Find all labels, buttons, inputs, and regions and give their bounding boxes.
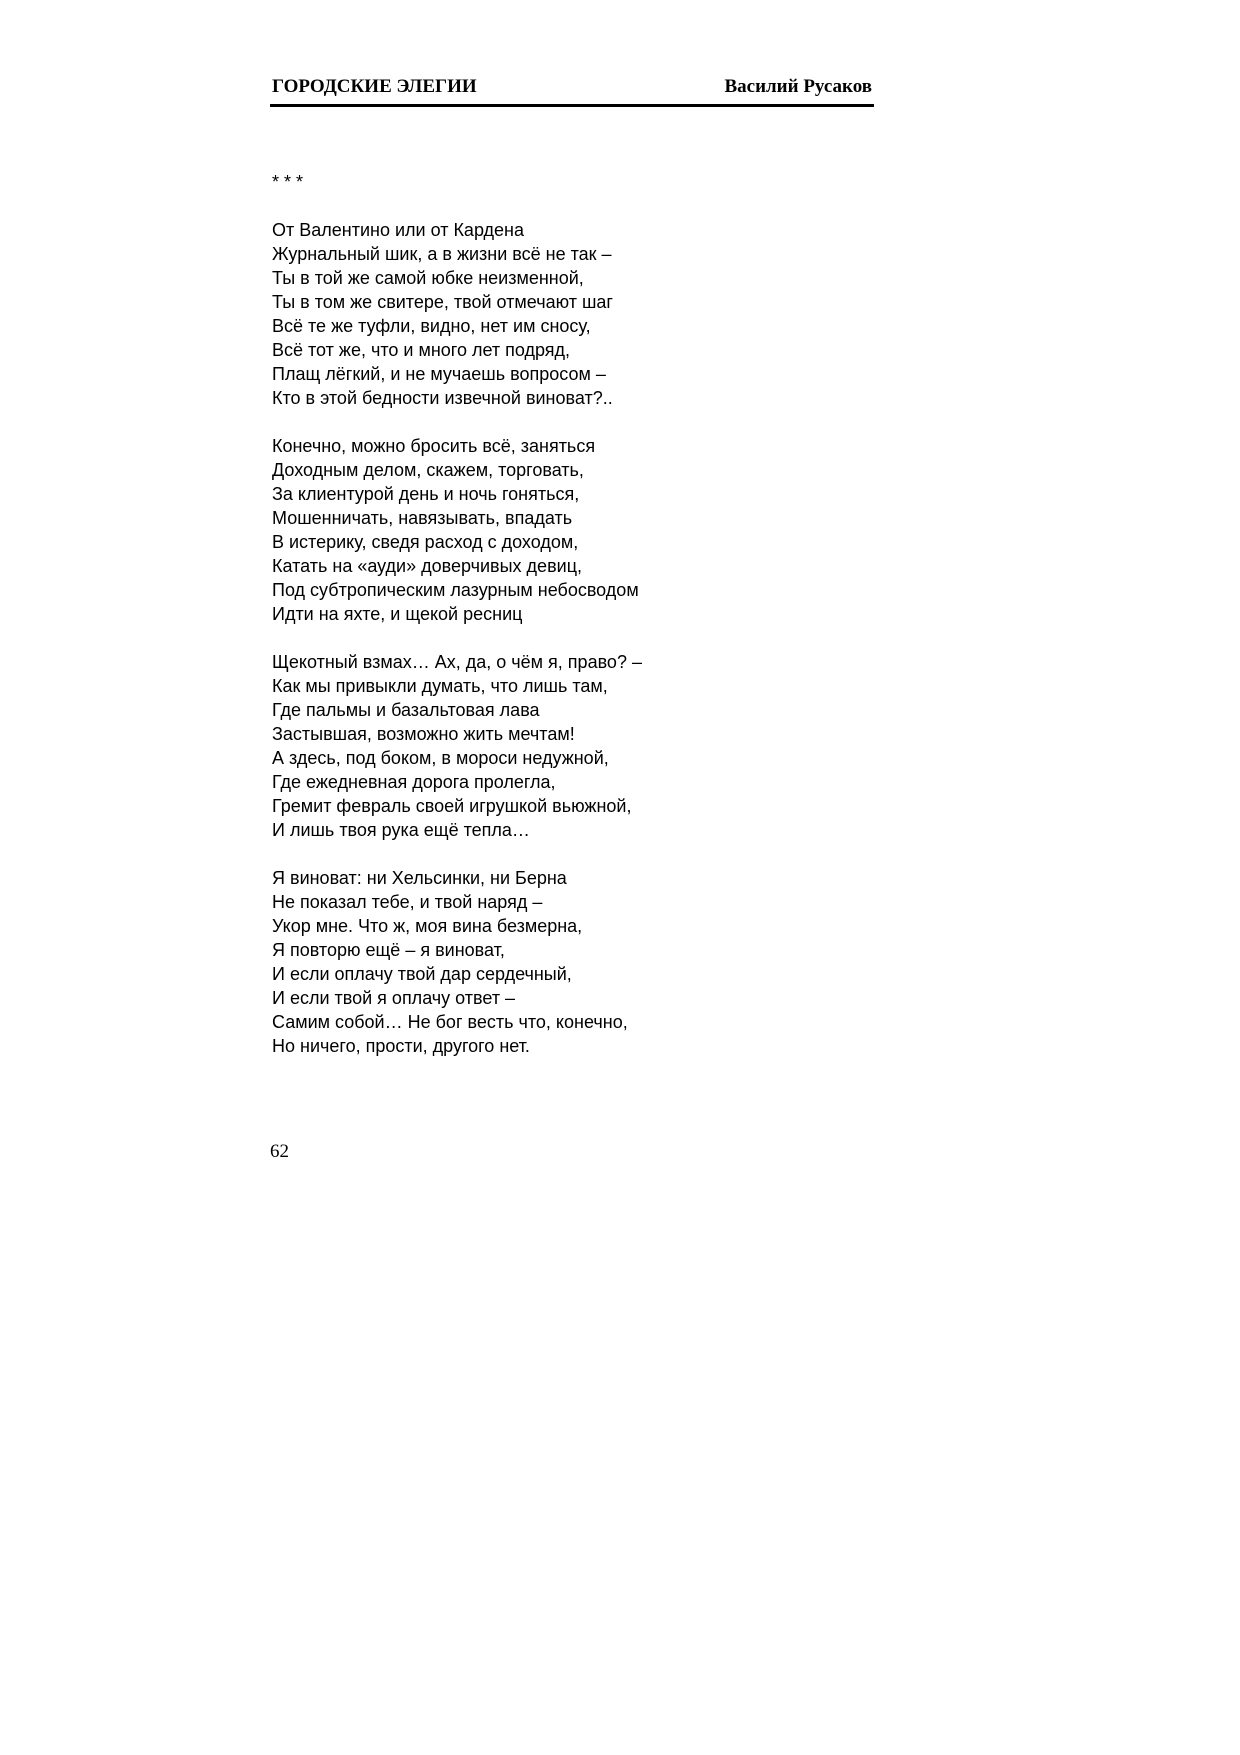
poem-line: И лишь твоя рука ещё тепла… [272, 820, 530, 840]
poem-line: И если оплачу твой дар сердечный, [272, 964, 572, 984]
stanza-3 [272, 650, 892, 842]
poem-line: И если твой я оплачу ответ – [272, 988, 516, 1008]
poem-line: Я повторю ещё – я виноват, [272, 940, 505, 960]
poem-line: Щекотный взмах… Ах, да, о чём я, право? – [272, 652, 642, 672]
stanza-2 [272, 434, 892, 626]
poem-line: За клиентурой день и ночь гоняться, [272, 484, 580, 504]
poem-line: От Валентино или от Кардена [272, 220, 524, 240]
poem-line: В истерику, сведя расход с доходом, [272, 532, 579, 552]
poem-line: Под субтропическим лазурным небосводом [272, 580, 639, 600]
poem-line: Застывшая, возможно жить мечтам! [272, 724, 575, 744]
poem-line: Где пальмы и базальтовая лава [272, 700, 540, 720]
poem-line: Не показал тебе, и твой наряд – [272, 892, 543, 912]
poem-line: Всё те же туфли, видно, нет им сносу, [272, 316, 591, 336]
author-name: Василий Русаков [724, 76, 872, 97]
poem-line: Кто в этой бедности извечной виноват?.. [272, 388, 613, 408]
poem-line: Плащ лёгкий, и не мучаешь вопросом – [272, 364, 606, 384]
poem-line: Всё тот же, что и много лет подряд, [272, 340, 571, 360]
book-title: ГОРОДСКИЕ ЭЛЕГИИ [272, 76, 477, 97]
poem-line: Катать на «ауди» доверчивых девиц, [272, 556, 582, 576]
poem-line: Конечно, можно бросить всё, заняться [272, 436, 596, 456]
poem [272, 170, 892, 1082]
poem-line: Но ничего, прости, другого нет. [272, 1036, 530, 1056]
poem-line: Самим собой… Не бог весть что, конечно, [272, 1012, 628, 1032]
poem-line: Ты в том же свитере, твой отмечают шаг [272, 292, 613, 312]
poem-separator: * * * [272, 172, 304, 192]
poem-line: Мошенничать, навязывать, впадать [272, 508, 573, 528]
poem-line: Идти на яхте, и щекой ресниц [272, 604, 523, 624]
poem-line: А здесь, под боком, в мороси недужной, [272, 748, 609, 768]
page-number: 62 [270, 1141, 289, 1162]
poem-line: Я виноват: ни Хельсинки, ни Берна [272, 868, 567, 888]
poem-line: Укор мне. Что ж, моя вина безмерна, [272, 916, 583, 936]
poem-line: Журнальный шик, а в жизни всё не так – [272, 244, 612, 264]
stanza-4 [272, 866, 892, 1058]
poem-line: Доходным делом, скажем, торговать, [272, 460, 584, 480]
page-header [270, 74, 874, 107]
stanza-1 [272, 218, 892, 410]
poem-line: Гремит февраль своей игрушкой вьюжной, [272, 796, 632, 816]
poem-line: Как мы привыкли думать, что лишь там, [272, 676, 608, 696]
poem-line: Где ежедневная дорога пролегла, [272, 772, 556, 792]
poem-line: Ты в той же самой юбке неизменной, [272, 268, 584, 288]
